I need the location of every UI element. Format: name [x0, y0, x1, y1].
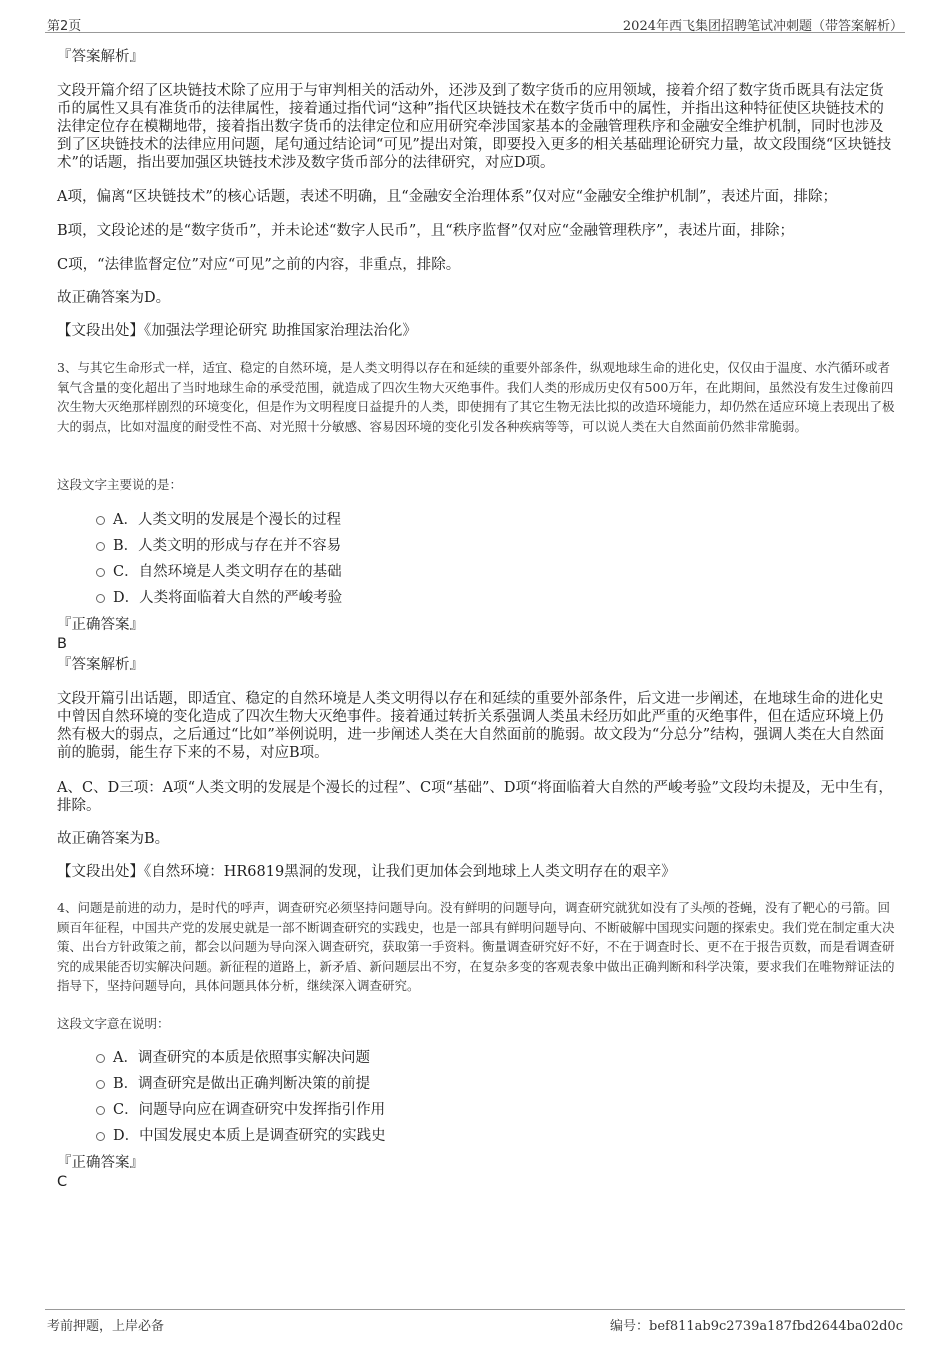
radio-icon[interactable] [96, 1054, 105, 1063]
q3-option-d[interactable]: D．人类将面临着大自然的严峻考验 [96, 589, 342, 607]
radio-icon[interactable] [96, 594, 105, 603]
q4-option-d[interactable]: D．中国发展史本质上是调查研究的实践史 [96, 1127, 386, 1145]
radio-icon[interactable] [96, 1080, 105, 1089]
q3-acd-analysis: A、C、D三项：A项“人类文明的发展是个漫长的过程”、C项“基础”、D项“将面临着大自然的严峻考验”文段均未提及，无中生有，排除。 [57, 780, 893, 814]
q4-option-b[interactable]: B．调查研究是做出正确判断决策的前提 [96, 1075, 370, 1093]
q4-stem: 4、问题是前进的动力，是时代的呼声，调查研究必须坚持问题导向。没有鲜明的问题导向，调查研究就犹如没有了头颅的苍蝇，没有了靶心的弓箭。回顾百年征程，中国共产党的发展史就是一部不断调查研究的实践史，也是一部具有鲜明问题导向、不断破解中国现实问题的探索史。我们党在制定重大决策、出台方针政策之前，都会以问题为导向深入调查研究，获取第一手资料。衡量调查研究好不好，不在于调查时长、更不在于报告页数，而是看调查研究的成果能否切实解决问题。新征程的道路上，新矛盾、新问题层出不穷，在复杂多变的客观表象中做出正确判断和科学决策，要求我们在唯物辩证法的指导下，坚持问题导向，具体问题具体分析，继续深入调查研究。 [57, 900, 895, 993]
q2-conclusion: 故正确答案为D。 [57, 290, 171, 306]
q4-prompt: 这段文字意在说明： [57, 1016, 170, 1031]
page-header [45, 14, 905, 33]
q2-option-c-analysis: C项，“法律监督定位”对应“可见”之前的内容，非重点，排除。 [57, 257, 461, 273]
footer-slogan: 考前押题，上岸必备 [47, 1319, 165, 1334]
q3-conclusion: 故正确答案为B。 [57, 831, 170, 847]
q2-source: 【文段出处】《加强法学理论研究 助推国家治理法治化》 [57, 323, 417, 339]
q4-answer: C [57, 1174, 68, 1190]
radio-icon[interactable] [96, 542, 105, 551]
q4-option-a[interactable]: A．调查研究的本质是依照事实解决问题 [96, 1049, 370, 1067]
q4-option-c[interactable]: C．问题导向应在调查研究中发挥指引作用 [96, 1101, 385, 1119]
q3-option-a[interactable]: A．人类文明的发展是个漫长的过程 [96, 511, 341, 529]
radio-icon[interactable] [96, 568, 105, 577]
document-code: 编号：bef811ab9c2739a187fbd2644ba02d0c [610, 1319, 903, 1334]
q4-answer-label: 『正确答案』 [57, 1155, 144, 1171]
q2-analysis-text: 文段开篇介绍了区块链技术除了应用于与审判相关的活动外，还涉及到了数字货币的应用领域，接着介绍了数字货币既具有法定货币的属性又具有准货币的法律属性，接着通过指代词“这种”指代区块链技术在数字货币中的属性，并指出这种特征使区块链技术的法律定位存在模糊地带，接着指出数字货币的法律定位和应用研究牵涉国家基本的金融管理秩序和金融安全维护机制，同时也涉及到了区块链技术的法律应用问题，尾句通过结论词“可见”提出对策，即要投入更多的相关基础理论研究力量，故文段围绕“区块链技术”的话题，指出要加强区块链技术涉及数字货币部分的法律研究，对应D项。 [57, 83, 892, 171]
q3-stem: 3、与其它生命形式一样，适宜、稳定的自然环境，是人类文明得以存在和延续的重要外部条件，纵观地球生命的进化史，仅仅由于温度、水汽循环或者氧气含量的变化超出了当时地球生命的承受范围，就造成了四次生物大灭绝事件。我们人类的形成历史仅有500万年，在此期间，虽然没有发生过像前四次生物大灭绝那样剧烈的环境变化，但是作为文明程度日益提升的人类，即使拥有了其它生物无法比拟的改造环境能力，却仍然在适应环境上表现出了极大的弱点，比如对温度的耐受性不高、对光照十分敏感、容易因环境的变化引发各种疾病等等，可以说人类在大自然面前仍然非常脆弱。 [57, 360, 895, 434]
q3-source: 【文段出处】《自然环境：HR6819黑洞的发现，让我们更加体会到地球上人类文明存在的艰辛》 [57, 864, 676, 880]
q3-option-b[interactable]: B．人类文明的形成与存在并不容易 [96, 537, 341, 555]
q3-answer-label: 『正确答案』 [57, 617, 144, 633]
page-number: 第2页 [47, 19, 82, 34]
q2-analysis-label: 『答案解析』 [57, 49, 144, 65]
q3-option-c[interactable]: C．自然环境是人类文明存在的基础 [96, 563, 342, 581]
document-title: 2024年西飞集团招聘笔试冲刺题（带答案解析） [622, 19, 903, 34]
q3-analysis-text: 文段开篇引出话题，即适宜、稳定的自然环境是人类文明得以存在和延续的重要外部条件，后文进一步阐述，在地球生命的进化史中曾因自然环境的变化造成了四次生物大灭绝事件。接着通过转折关系强调人类虽未经历如此严重的灭绝事件，但在适应环境上仍然有极大的弱点，之后通过“比如”举例说明，进一步阐述人类在大自然面前的脆弱。故文段为“分总分”结构，强调人类在大自然面前的脆弱，能生存下来的不易，对应B项。 [57, 691, 885, 761]
radio-icon[interactable] [96, 1132, 105, 1141]
q3-analysis-label: 『答案解析』 [57, 657, 144, 673]
q2-option-a-analysis: A项，偏离“区块链技术”的核心话题，表述不明确，且“金融安全治理体系”仅对应“金融安全维护机制”，表述片面，排除； [57, 189, 837, 205]
radio-icon[interactable] [96, 1106, 105, 1115]
q2-option-b-analysis: B项，文段论述的是“数字货币”，并未论述“数字人民币”，且“秩序监督”仅对应“金融管理秩序”，表述片面，排除； [57, 223, 794, 239]
q3-prompt: 这段文字主要说的是： [57, 477, 183, 492]
radio-icon[interactable] [96, 516, 105, 525]
page-footer [45, 1309, 905, 1332]
q3-answer: B [57, 636, 67, 652]
